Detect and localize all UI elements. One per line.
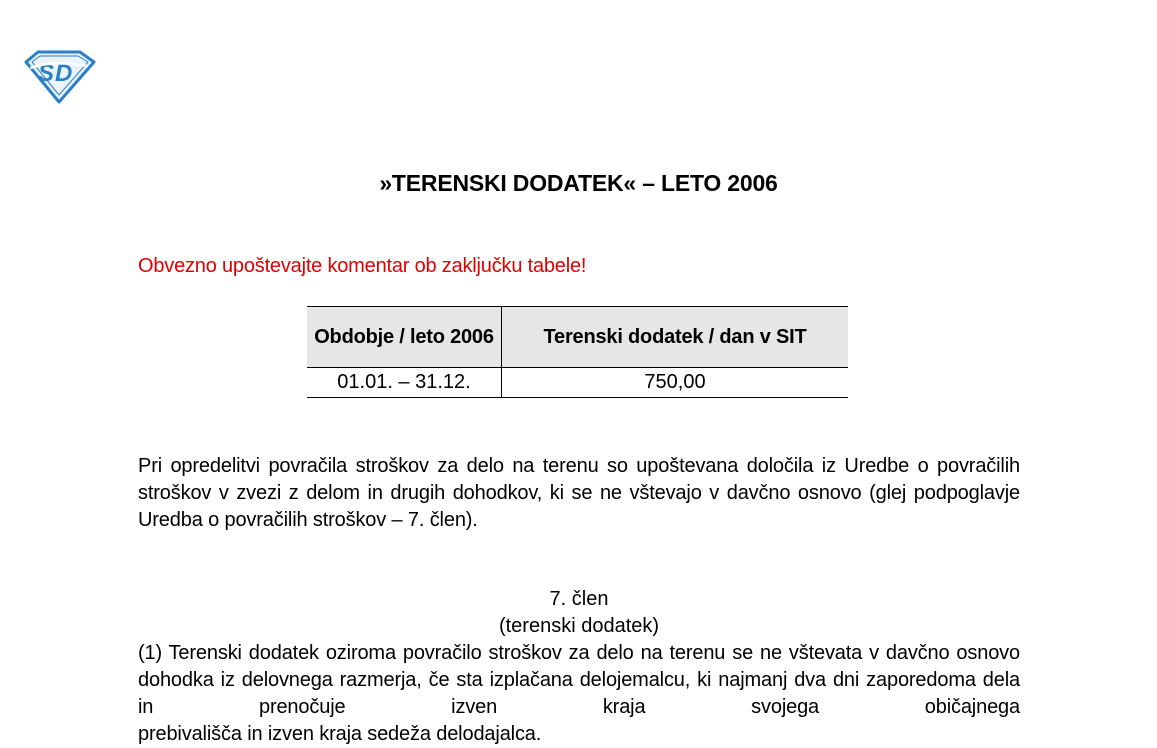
article-paragraph-tail: prebivališča in izven kraja sedeža delodajalca. [138, 723, 542, 745]
article-paragraph [138, 640, 1020, 748]
svg-text:S: S [38, 60, 55, 87]
intro-paragraph: Pri opredelitvi povračila stroškov za delo na terenu so upoštevana določila iz Uredbe o povračilih stroškov v zvezi z delom in drugih dohodkov, ki se ne vštevajo v davčno osnovo (glej podpoglavje Uredba o povračilih stroškov – 7. člen). [138, 455, 1020, 531]
article-number: 7. člen [549, 588, 609, 610]
document-title: »TERENSKI DODATEK« – LETO 2006 [379, 170, 778, 196]
table-header-allowance: Terenski dodatek / dan v SIT [502, 307, 849, 368]
table-cell-amount: 750,00 [502, 368, 849, 398]
allowance-table [307, 306, 848, 398]
table-cell-period: 01.01. – 31.12. [307, 368, 502, 398]
svg-text:D: D [55, 60, 73, 87]
company-logo-icon [22, 48, 96, 104]
warning-note: Obvezno upoštevajte komentar ob zaključku tabele! [138, 255, 587, 277]
table-row [307, 368, 848, 398]
table-header-period: Obdobje / leto 2006 [307, 307, 502, 368]
article-paragraph-main: (1) Terenski dodatek oziroma povračilo stroškov za delo na terenu se ne vštevata v davčno osnovo dohodka iz delovnega razmerja, če sta izplačana delojemalcu, ki najmanj dva dni zaporedoma dela in prenočuje izven kraja svojega običajnega [138, 642, 1020, 718]
article-subtitle: (terenski dodatek) [498, 615, 660, 637]
